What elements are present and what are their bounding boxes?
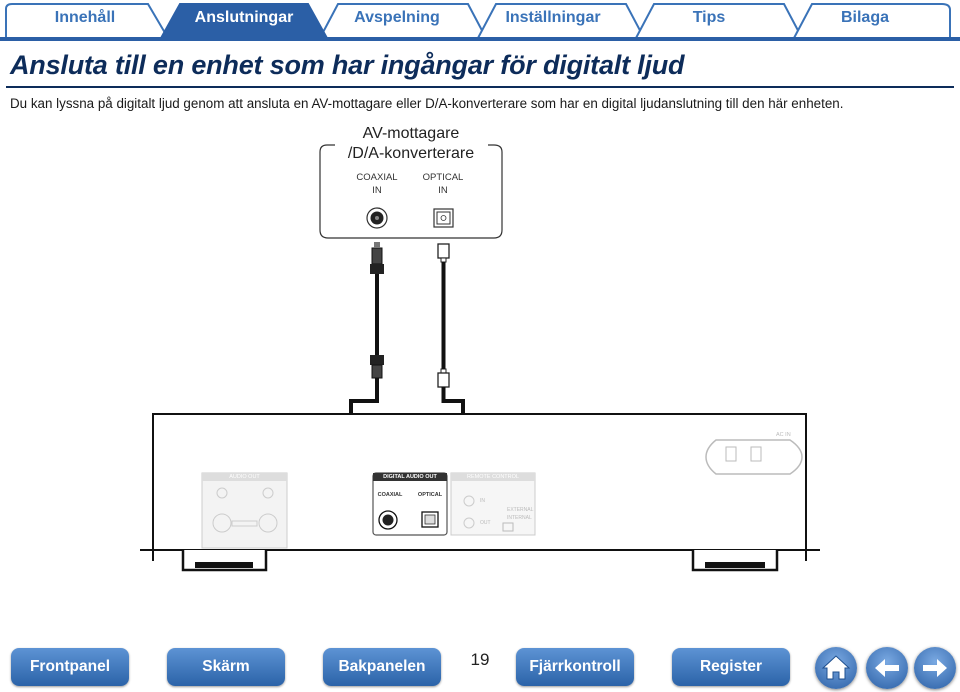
page-number: 19: [470, 650, 490, 669]
optical-in-label: OPTICAL: [422, 172, 464, 183]
audio-out-label: AUDIO OUT: [229, 474, 260, 480]
digital-audio-out-label: DIGITAL AUDIO OUT: [383, 474, 437, 480]
device-name-line2: /D/A-konverterare: [347, 145, 475, 162]
back-arrow-icon[interactable]: [866, 647, 908, 689]
tab-bar: [0, 0, 960, 42]
title-divider: [6, 86, 954, 88]
rear-panel-button[interactable]: Bakpanelen: [323, 648, 441, 686]
remote-control-label: REMOTE CONTROL: [467, 474, 519, 480]
remote-out-label: OUT: [480, 520, 491, 526]
forward-arrow-icon[interactable]: [914, 647, 956, 689]
external-label: EXTERNAL: [507, 507, 534, 513]
coaxial-in-label-2: IN: [372, 185, 382, 196]
page-title: Ansluta till en enhet som har ingångar för digitalt ljud: [10, 50, 685, 80]
remote-control-button[interactable]: Fjärrkontroll: [516, 648, 634, 686]
tab-appendix[interactable]: Bilaga: [840, 9, 889, 26]
rear-optical-label: OPTICAL: [417, 492, 443, 498]
home-icon[interactable]: [815, 647, 857, 689]
ac-in-label: AC IN: [776, 432, 791, 438]
tab-playback[interactable]: Avspelning: [354, 9, 440, 26]
index-button[interactable]: Register: [672, 648, 790, 686]
rear-coaxial-label: COAXIAL: [377, 492, 403, 498]
tab-contents[interactable]: Innehåll: [54, 9, 116, 26]
internal-label: INTERNAL: [507, 515, 532, 521]
intro-text: Du kan lyssna på digitalt ljud genom att ansluta en AV-mottagare eller D/A-konverterare som har en digital ljudanslutning till den här enheten.: [10, 96, 844, 111]
display-button[interactable]: Skärm: [167, 648, 285, 686]
tab-settings[interactable]: Inställningar: [505, 9, 601, 26]
remote-in-label: IN: [480, 498, 485, 504]
tab-connections[interactable]: Anslutningar: [194, 9, 294, 26]
optical-in-label-2: IN: [438, 185, 448, 196]
front-panel-button[interactable]: Frontpanel: [11, 648, 129, 686]
tab-tips[interactable]: Tips: [692, 9, 726, 26]
device-name-line1: AV-mottagare: [362, 125, 460, 142]
connection-diagram: [0, 118, 960, 593]
coaxial-in-label: COAXIAL: [356, 172, 398, 183]
